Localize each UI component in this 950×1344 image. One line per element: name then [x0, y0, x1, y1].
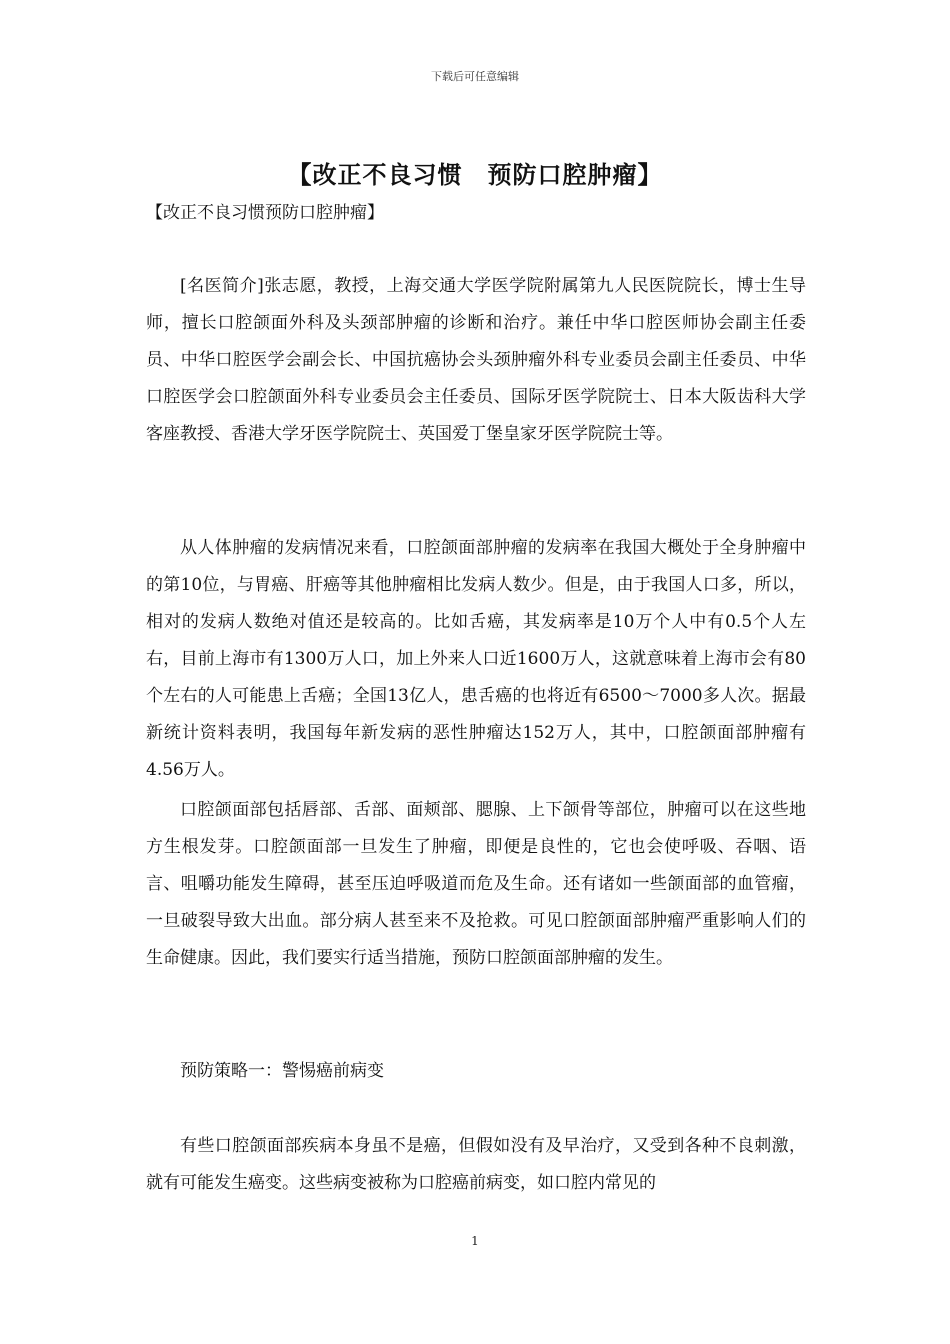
section-heading-strategy-1: 预防策略一：警惕癌前病变 — [180, 1061, 384, 1081]
paragraph-regions: 口腔颌面部包括唇部、舌部、面颊部、腮腺、上下颌骨等部位，肿瘤可以在这些地方生根发芽。口腔颌面部一旦发生了肿瘤，即便是良性的，它也会使呼吸、吞咽、语言、咀嚼功能发生障碍，甚至压迫呼吸道而危及生命。还有诸如一些颌面部的血管瘤，一旦破裂导致大出血。部分病人甚至来不及抢救。可见口腔颌面部肿瘤严重影响人们的生命健康。因此，我们要实行适当措施，预防口腔颌面部肿瘤的发生。 — [146, 800, 806, 968]
page-number: 1 — [471, 1234, 479, 1248]
header-note: 下载后可任意编辑 — [431, 70, 519, 83]
document-title: 【改正不良习惯 预防口腔肿瘤】 — [287, 160, 663, 189]
document-subtitle: 【改正不良习惯预防口腔肿瘤】 — [146, 203, 384, 223]
paragraph-precancerous: 有些口腔颌面部疾病本身虽不是癌，但假如没有及早治疗，又受到各种不良刺激，就有可能发生癌变。这些病变被称为口腔癌前病变，如口腔内常见的 — [146, 1136, 806, 1193]
paragraph-incidence: 从人体肿瘤的发病情况来看，口腔颌面部肿瘤的发病率在我国大概处于全身肿瘤中的第10位，与胃癌、肝癌等其他肿瘤相比发病人数少。但是，由于我国人口多，所以，相对的发病人数绝对值还是较高的。比如舌癌，其发病率是10万个人中有0.5个人左右，目前上海市有1300万人口，加上外来人口近1600万人，这就意味着上海市会有80个左右的人可能患上舌癌；全国13亿人，患舌癌的也将近有6500～7000多人次。据最新统计资料表明，我国每年新发病的恶性肿瘤达152万人，其中，口腔颌面部肿瘤有4.56万人。 — [146, 538, 806, 780]
paragraph-author-intro: [名医简介]张志愿，教授，上海交通大学医学院附属第九人民医院院长，博士生导师，擅长口腔颌面外科及头颈部肿瘤的诊断和治疗。兼任中华口腔医师协会副主任委员、中华口腔医学会副会长、中国抗癌协会头颈肿瘤外科专业委员会副主任委员、中华口腔医学会口腔颌面外科专业委员会主任委员、国际牙医学院院士、日本大阪齿科大学客座教授、香港大学牙医学院院士、英国爱丁堡皇家牙医学院院士等。 — [146, 276, 806, 444]
